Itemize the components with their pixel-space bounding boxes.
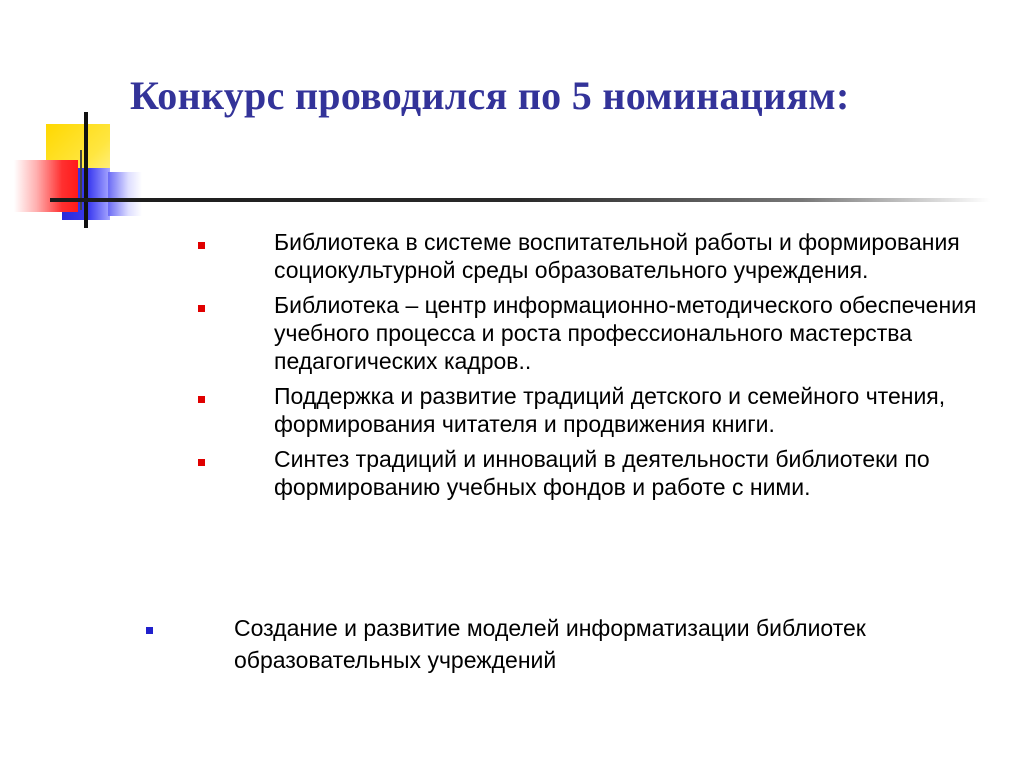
nomination-item <box>190 445 980 501</box>
nomination-text: Библиотека в системе воспитательной работы и формирования социокультурной среды образовательного учреждения. <box>274 229 960 283</box>
decorative-blue-gradient <box>108 172 142 216</box>
nomination-text: Библиотека – центр информационно-методического обеспечения учебного процесса и роста профессионального мастерства педагогических кадров.. <box>274 292 977 374</box>
decorative-red-square <box>14 160 78 212</box>
nomination-item <box>190 382 980 438</box>
square-bullet-icon <box>198 459 205 466</box>
nomination-text: Поддержка и развитие традиций детского и семейного чтения, формирования читателя и продвижения книги. <box>274 383 946 437</box>
decorative-vertical-line <box>84 112 88 228</box>
main-item-text: Создание и развитие моделей информатизации библиотек образовательных учреждений <box>234 615 866 673</box>
title-underline <box>50 198 990 202</box>
square-bullet-icon <box>198 396 205 403</box>
square-bullet-icon <box>146 627 153 634</box>
nomination-item <box>190 291 980 375</box>
slide-title: Конкурс проводился по 5 номинациям: <box>130 73 850 118</box>
nomination-item <box>190 228 980 284</box>
main-list <box>138 612 988 676</box>
main-list-item <box>138 612 988 676</box>
square-bullet-icon <box>198 305 205 312</box>
square-bullet-icon <box>198 242 205 249</box>
nominations-list <box>190 228 980 508</box>
nomination-text: Синтез традиций и инноваций в деятельности библиотеки по формированию учебных фондов и работе с ними. <box>274 446 930 500</box>
